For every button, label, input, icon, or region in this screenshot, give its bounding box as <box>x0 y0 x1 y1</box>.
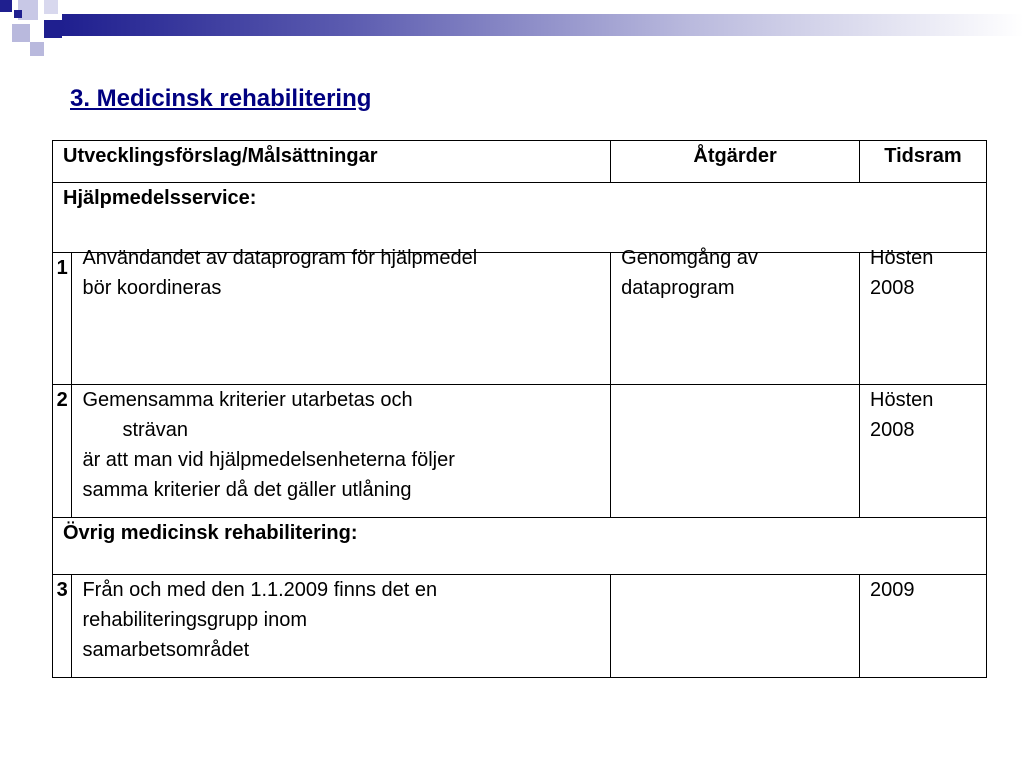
action-line: Genomgång av <box>621 247 758 269</box>
row-action <box>611 385 860 518</box>
goal-line: Användandet av dataprogram för hjälpmedel <box>82 247 478 269</box>
goal-line: samarbetsområdet <box>82 639 250 661</box>
deco-square-dark-2 <box>44 20 62 38</box>
header-timeframe: Tidsram <box>860 141 987 183</box>
table-row <box>53 575 987 678</box>
row-timeframe <box>860 385 987 518</box>
time-line: 2009 <box>870 579 915 601</box>
goal-line: bör koordineras <box>82 277 222 299</box>
row-action <box>611 247 860 385</box>
goal-line: är att man vid hjälpmedelsenheterna följer <box>82 449 455 471</box>
time-line: 2008 <box>870 277 915 299</box>
time-line: Hösten <box>870 247 934 269</box>
header-gradient-bar <box>62 14 1024 36</box>
goal-line: Från och med den 1.1.2009 finns det en <box>82 579 438 601</box>
deco-square-dark-3 <box>14 10 22 18</box>
header-goal: Utvecklingsförslag/Målsättningar <box>53 141 611 183</box>
time-line: Hösten <box>870 389 934 411</box>
section-row-ovrig <box>53 518 987 575</box>
deco-square-light-2 <box>44 0 58 14</box>
header-action: Åtgärder <box>611 141 860 183</box>
table-row <box>53 253 987 385</box>
table-header-row <box>53 141 987 183</box>
section-title: Hjälpmedelsservice: <box>53 183 987 253</box>
time-line: 2008 <box>870 419 915 441</box>
row-goal <box>72 575 611 678</box>
slide-title: 3. Medicinsk rehabilitering <box>70 85 372 112</box>
row-timeframe <box>860 575 987 678</box>
goal-line: samma kriterier då det gäller utlåning <box>82 479 412 501</box>
rehab-plan-table <box>52 140 987 678</box>
table-row <box>53 385 987 518</box>
section-row-hjalpmedel <box>53 183 987 253</box>
action-line: dataprogram <box>621 277 735 299</box>
section-title: Övrig medicinsk rehabilitering: <box>53 518 987 575</box>
row-timeframe <box>860 247 987 385</box>
row-number: 2 <box>53 385 72 518</box>
row-action <box>611 575 860 678</box>
goal-line: strävan <box>122 419 189 441</box>
row-number: 3 <box>53 575 72 678</box>
goal-line: Gemensamma kriterier utarbetas och <box>82 389 413 411</box>
deco-square-dark-1 <box>0 0 12 12</box>
goal-line: rehabiliteringsgrupp inom <box>82 609 308 631</box>
row-goal <box>72 247 611 385</box>
deco-square-light-3 <box>12 24 30 42</box>
deco-square-light-4 <box>30 42 44 56</box>
row-goal <box>72 385 611 518</box>
header-decoration <box>0 0 1024 70</box>
row-number: 1 <box>53 253 72 385</box>
